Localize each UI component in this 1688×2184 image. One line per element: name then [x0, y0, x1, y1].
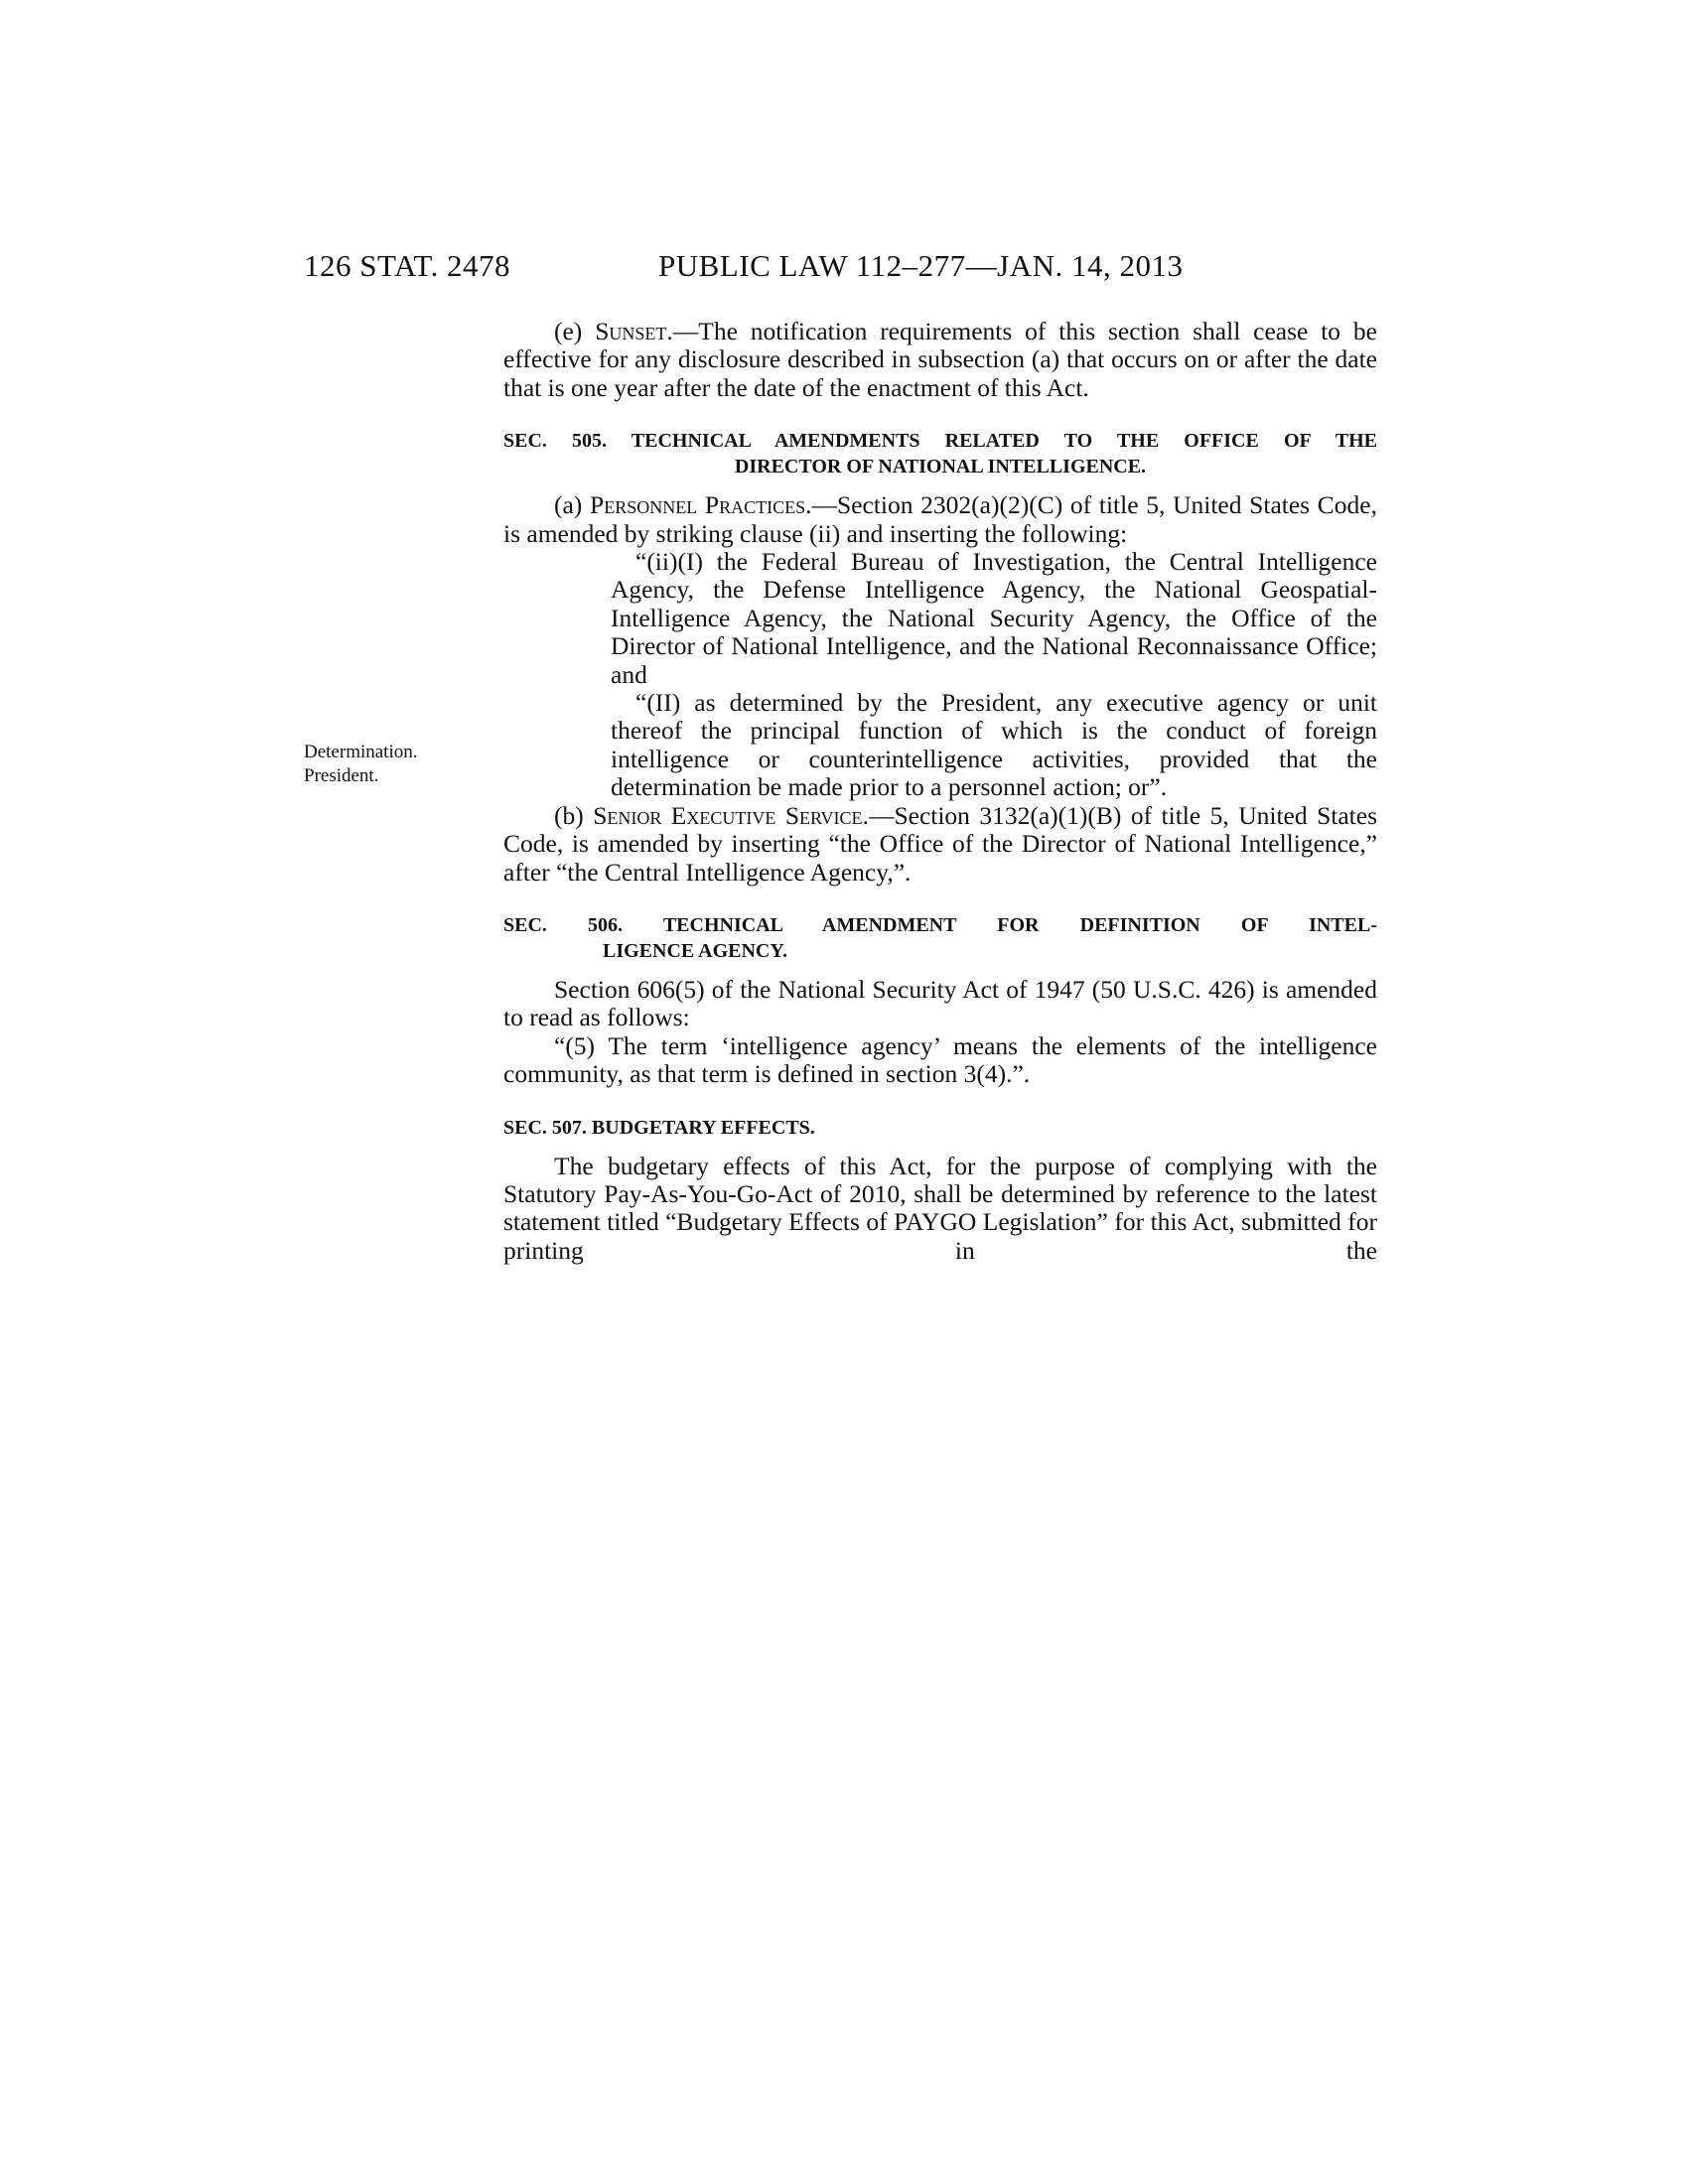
- section-507-heading: SEC. 507. BUDGETARY EFFECTS.: [503, 1116, 815, 1139]
- section-507-text: The budgetary effects of this Act, for the purpose of complying with the Statutory Pay-As-You-Go-Act of 2010, shall be determined by reference to the latest statement titled “Budgetary Effects of PAYGO Legislation” for this Act, submitted for printing in the: [503, 1151, 1377, 1265]
- subsection-a: [503, 491, 1377, 548]
- section-heading-line: SEC. 506. TECHNICAL AMENDMENT FOR DEFINITION OF INTEL-: [503, 913, 1377, 936]
- section-heading-line: DIRECTOR OF NATIONAL INTELLIGENCE.: [734, 456, 1147, 478]
- subsection-heading: Sunset: [595, 317, 667, 345]
- quoted-clause-i: “(ii)(I) the Federal Bureau of Investigation, the Central Intelligence Agency, the Defense Intelligence Agency, the National Geospatial-Intelligence Agency, the National Security Agency, the Office of the Director of National Intelligence, and the National Reconnaissance Office; and: [611, 547, 1377, 689]
- section-506-heading: [503, 912, 1377, 964]
- subsection-text: .—Section 2302(a)(2)(C) of title 5, United States Code, is amended by striking clause (ii) and inserting the following:: [503, 490, 1377, 548]
- subsection-e: [503, 318, 1377, 402]
- running-head: PUBLIC LAW 112–277—JAN. 14, 2013: [658, 248, 1184, 283]
- subsection-label: (e): [554, 317, 596, 345]
- subsection-text: .—Section 3132(a)(1)(B) of title 5, United States Code, is amended by inserting “the Office of the Director of National Intelligence,” after “the Central Intelligence Agency,”.: [503, 800, 1377, 887]
- margin-note-line: Determination.: [304, 742, 418, 762]
- subsection-b: [503, 802, 1377, 887]
- section-505-heading: [503, 428, 1377, 479]
- subsection-text: .—The notification requirements of this section shall cease to be effective for any disclosure described in subsection (a) that occurs on or after the date that is one year after the date of the enactment of this Act.: [503, 317, 1377, 402]
- subsection-label: (b): [554, 800, 594, 830]
- stat-page-number: 126 STAT. 2478: [304, 248, 511, 283]
- margin-note-line: President.: [304, 765, 379, 786]
- body-column: [503, 318, 1377, 1265]
- subsection-heading: Senior Executive Service: [593, 800, 863, 830]
- subsection-heading: Personnel Practices: [590, 490, 806, 520]
- section-506-text: Section 606(5) of the National Security Act of 1947 (50 U.S.C. 426) is amended to read as follows:: [503, 974, 1377, 1032]
- margin-note: [304, 741, 418, 788]
- subsection-label: (a): [554, 490, 591, 520]
- section-heading-line: LIGENCE AGENCY.: [603, 939, 787, 962]
- quoted-clause-ii: “(II) as determined by the President, any executive agency or unit thereof the principal function of which is the conduct of foreign intelligence or counterintelligence activities, provided that the determination be made prior to a personnel action; or”.: [611, 688, 1377, 802]
- quoted-definition: “(5) The term ‘intelligence agency’ means the elements of the intelligence community, as that term is defined in section 3(4).”.: [503, 1030, 1377, 1089]
- section-heading-line: SEC. 505. TECHNICAL AMENDMENTS RELATED TO THE OFFICE OF THE: [503, 430, 1377, 453]
